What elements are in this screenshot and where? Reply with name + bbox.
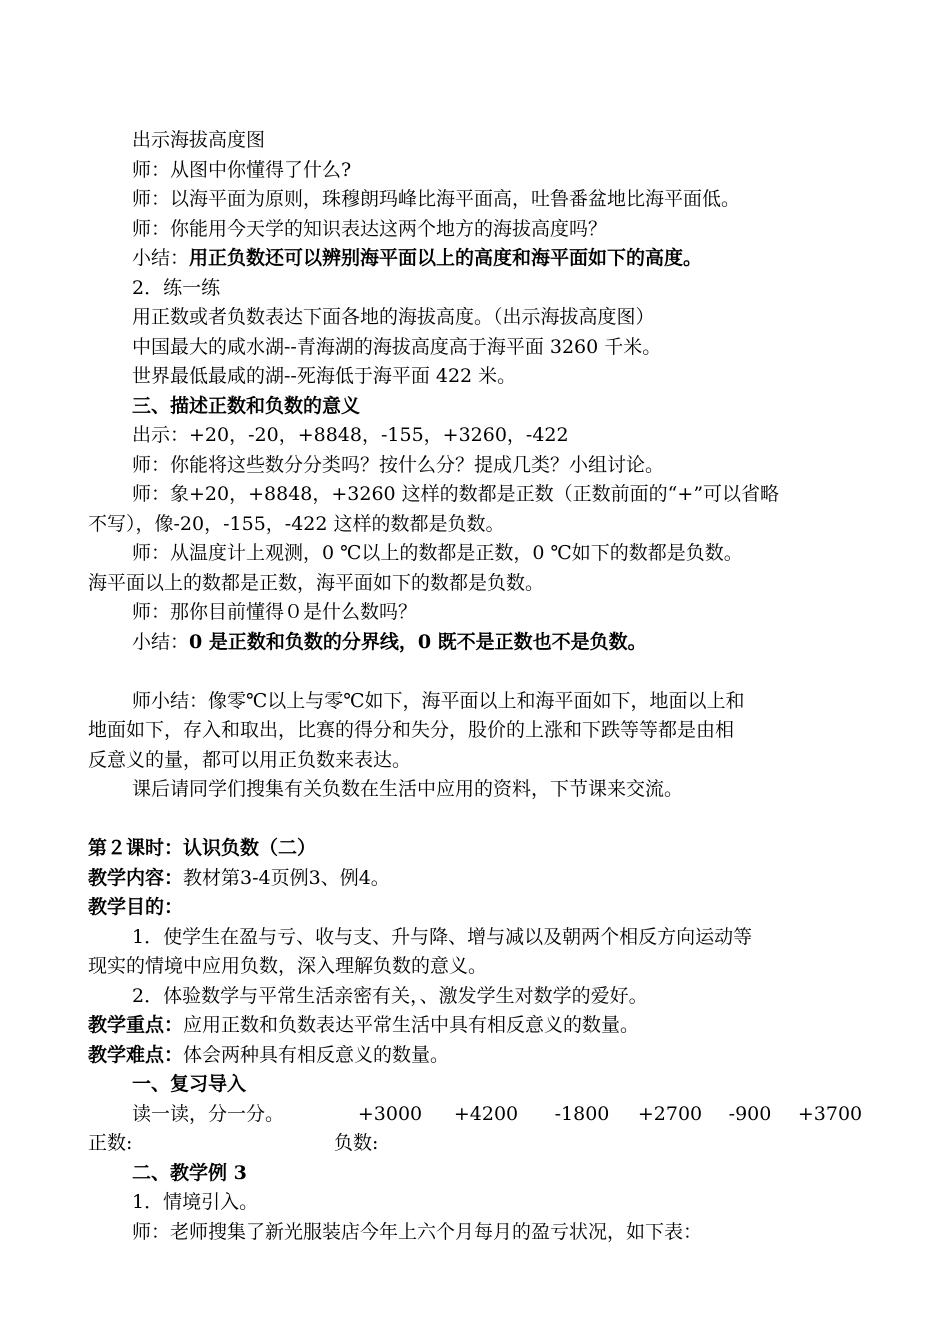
line: 师：从温度计上观测，0 ℃以上的数都是正数，0 ℃如下的数都是负数。 [132, 542, 743, 564]
line: 师：从图中你懂得了什么? [132, 158, 352, 181]
line: 师：老师搜集了新光服装店今年上六个月每月的盈亏状况，如下表： [132, 1220, 703, 1243]
line: 师：象+20，+8848，+3260 这样的数都是正数（正数前面的“+”可以省略 [132, 483, 780, 505]
field-label: 教学目的： [88, 896, 184, 918]
summary-text: 用正负数还可以辨别海平面以上的高度和海平面如下的高度。 [189, 247, 703, 269]
line: 师：那你目前懂得０是什么数吗？ [132, 601, 418, 623]
number: +3700 [797, 1102, 863, 1125]
line: 师：你能用今天学的知识表达这两个地方的海拔高度吗？ [132, 217, 608, 240]
line: 课后请同学们搜集有关负数在生活中应用的资料，下节课来交流。 [132, 778, 684, 800]
line: 世界最低最咸的湖--死海低于海平面 422 米。 [132, 365, 517, 387]
line: 2．体验数学与平常生活亲密有关，、激发学生对数学的爱好。 [132, 984, 648, 1007]
line: 2．练一练 [132, 276, 221, 299]
line: 中国最大的咸水湖--青海湖的海拔高度高于海平面 3260 千米。 [132, 335, 662, 358]
field-value: 体会两种具有相反意义的数量。 [183, 1043, 450, 1066]
number-row [88, 1100, 870, 1130]
line: 出示：+20，-20，+8848，-155，+3260，-422 [132, 424, 569, 446]
summary-label: 小结： [132, 247, 190, 269]
line: 1．情境引入。 [132, 1191, 259, 1213]
number: +3000 [357, 1102, 423, 1125]
line: 师：以海平面为原则，珠穆朗玛峰比海平面高，吐鲁番盆地比海平面低。 [132, 188, 741, 210]
teaching-focus [88, 1011, 870, 1041]
line: 现实的情境中应用负数，深入理解负数的意义。 [88, 955, 488, 977]
section-heading: 三、描述正数和负数的意义 [132, 394, 361, 417]
line: 读一读，分一分。 [132, 1102, 285, 1125]
field-value: 应用正数和负数表达平常生活中具有相反意义的数量。 [183, 1014, 640, 1036]
lesson-title: 第２课时：认识负数（二） [88, 837, 317, 859]
field-label: 教学内容： [88, 866, 184, 889]
section-heading: 一、复习导入 [132, 1073, 247, 1095]
line: 师：你能将这些数分分类吗？按什么分？提成几类？小组讨论。 [132, 453, 665, 476]
positive-label: 正数: [88, 1132, 133, 1154]
line: 出示海拔高度图 [132, 129, 266, 151]
line: 用正数或者负数表达下面各地的海拔高度。（出示海拔高度图） [132, 306, 655, 328]
field-value: 教材第3-4页例3、例4。 [183, 866, 390, 889]
line: 海平面以上的数都是正数，海平面如下的数都是负数。 [88, 571, 545, 594]
line: 不写），像-20，-155，-422 这样的数都是负数。 [88, 512, 505, 535]
line: 师小结：像零℃以上与零℃如下，海平面以上和海平面如下，地面以上和 [132, 689, 745, 712]
summary-line [88, 628, 870, 658]
line: 反意义的量，都可以用正负数来表达。 [88, 748, 412, 771]
section-heading: 二、教学例 3 [132, 1161, 247, 1184]
classify-row [88, 1129, 870, 1159]
number: +4200 [453, 1102, 519, 1125]
negative-label: 负数: [334, 1132, 379, 1154]
summary-line [88, 244, 870, 274]
field-label: 教学重点： [88, 1014, 184, 1036]
summary-label: 小结： [132, 630, 190, 653]
field-label: 教学难点： [88, 1043, 184, 1066]
teaching-difficulty [88, 1041, 870, 1071]
number: +2700 [637, 1102, 703, 1125]
line: 地面如下，存入和取出，比赛的得分和失分，股价的上涨和下跌等等都是由相 [88, 719, 735, 741]
summary-text: 0 是正数和负数的分界线，0 既不是正数也不是负数。 [189, 630, 647, 653]
line: 1．使学生在盈与亏、收与支、升与降、增与减以及朝两个相反方向运动等 [132, 925, 753, 948]
teaching-content [88, 864, 870, 894]
number: -1800 [554, 1102, 610, 1125]
number: -900 [728, 1102, 772, 1125]
